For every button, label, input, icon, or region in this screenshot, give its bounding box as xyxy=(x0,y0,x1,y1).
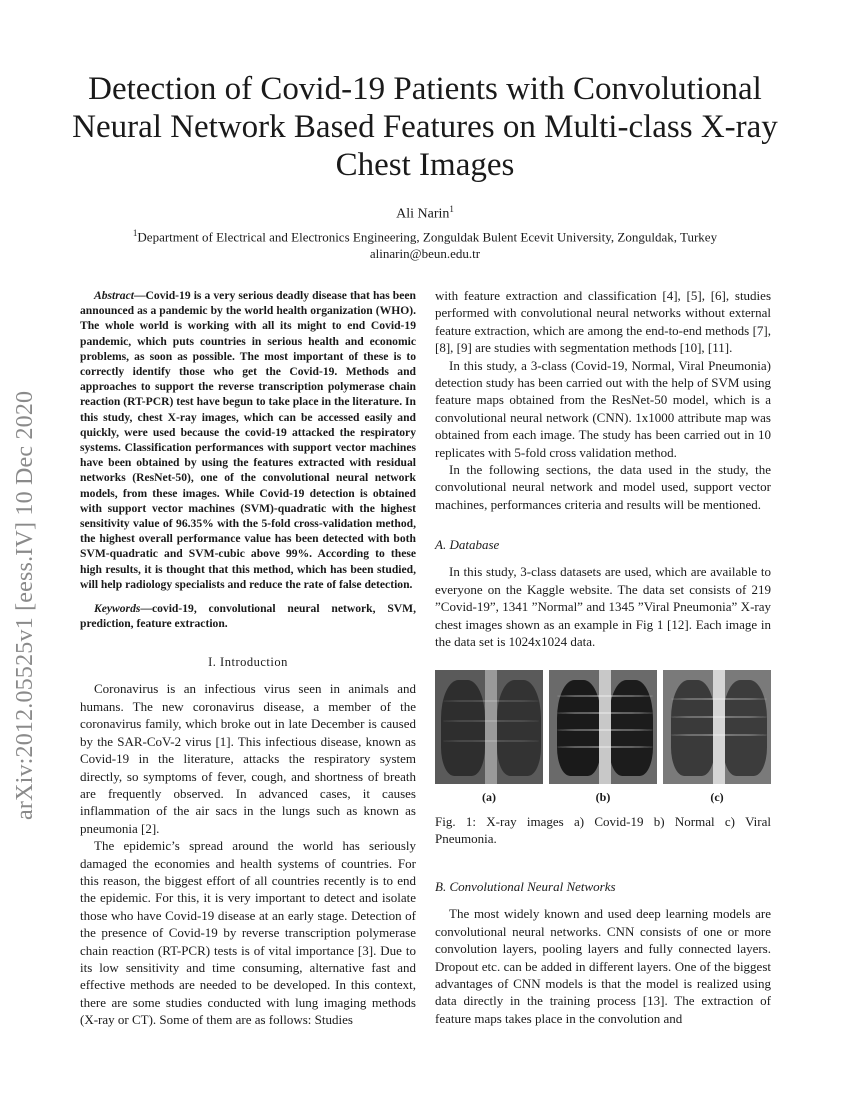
panel-label-b: (b) xyxy=(595,790,611,805)
keywords xyxy=(80,601,416,631)
figure-caption: Fig. 1: X-ray images a) Covid-19 b) Normal c) Viral Pneumonia. xyxy=(435,814,771,847)
author-line xyxy=(0,204,850,223)
author-name: Ali Narin xyxy=(396,206,450,222)
intro-paragraph-1: Coronavirus is an infectious virus seen in animals and humans. The new coronavirus disease, a member of the coronavirus family, which broke out in late December is caused by the SAR-CoV-2 virus [1]. This infectious disease, known as Covid-19 in the literature, attacks the respiratory system directly, so symptoms of fever, cough, and shortness of breath are frequently observed. In advanced cases, it causes inflammation of the air sacs in the lungs such as known as pneumonia [2]. xyxy=(80,681,416,836)
affiliation-superscript: 1 xyxy=(132,228,138,238)
abstract-text: —Covid-19 is a very serious deadly disease that has been announced as a pandemic by the world health organization (WHO). The whole world is working with all its might to end Covid-19 pandemic, which puts countries in serious health and economic problems, as soon as possible. The most important of these is to correctly identify those who get the Covid-19. Methods and approaches to support the reverse transcription polymerase chain reaction (RT-PCR) test have begun to take place in the literature. In this study, chest X-ray images, which can be accessed easily and quickly, were used because the covid-19 attacked the respiratory systems. Classification performances with support vector machines have been obtained by using the features extracted with residual networks (ResNet-50), one of the convolutional neural network models, from these images. While Covid-19 detection is obtained with support vector machines (SVM)-quadratic with the highest sensitivity value of 96.35% with the 5-fold cross-validation method, the highest overall performance value has been detected with both SVM-quadratic and SVM-cubic above 99%. According to these high results, it is thought that this method, which has been studied, will help radiology specialists and reduce the rate of false detection. xyxy=(80,289,416,591)
right-column xyxy=(435,287,771,1027)
author-email: alinarin@beun.edu.tr xyxy=(369,246,481,262)
abstract xyxy=(80,288,416,592)
panel-label-a: (a) xyxy=(482,790,496,805)
figure-1 xyxy=(435,670,771,784)
keywords-text: —covid-19, convolutional neural network, SVM, prediction, feature extraction. xyxy=(80,602,416,631)
right-paragraph-3: In the following sections, the data used in the study, the convolutional neural network and model used, support vector machines, performances criteria and results will be mentioned. xyxy=(435,462,771,512)
paper-title: Detection of Covid-19 Patients with Convolutional Neural Network Based Features on Multi-class X-ray Chest Images xyxy=(72,71,778,183)
arxiv-stamp: arXiv:2012.05525v1 [eess.IV] 10 Dec 2020 xyxy=(12,390,38,820)
figure-panel-labels xyxy=(435,790,771,805)
subsection-heading-cnn: B. Convolutional Neural Networks xyxy=(435,879,616,895)
affiliation-text: Department of Electrical and Electronics Engineering, Zonguldak Bulent Ecevit University, Zonguldak, Turkey xyxy=(137,229,718,245)
xray-image-covid xyxy=(435,670,543,784)
cnn-paragraph: The most widely known and used deep learning models are convolutional neural networks. CNN consists of one or more convolution layers, pooling layers and fully connected layers. Dropout etc. can be added in different layers. One of the biggest advantages of CNN models is that the model is realized using data directly in the training process [13]. The extraction of feature maps takes place in the convolution and xyxy=(435,906,771,1026)
abstract-label: Abstract xyxy=(94,289,134,302)
right-paragraph-1: with feature extraction and classification [4], [5], [6], studies performed with convolutional neural networks without external feature extraction, which are among the end-to-end methods [7], [8], [9] are studies with segmentation methods [10], [11]. xyxy=(435,288,771,356)
section-heading-introduction: I. Introduction xyxy=(208,655,288,670)
affiliation-block xyxy=(0,225,850,262)
subsection-heading-database: A. Database xyxy=(435,537,500,553)
panel-label-c: (c) xyxy=(710,790,724,805)
left-column xyxy=(80,288,416,1029)
affiliation-line xyxy=(0,225,850,245)
database-paragraph: In this study, 3-class datasets are used, which are available to everyone on the Kaggle website. The data set consists of 219 ”Covid-19”, 1341 ”Normal” and 1345 ”Viral Pneumonia” X-ray chest images shown as an example in Fig 1 [12]. Each image in the data set is 1024x1024 data. xyxy=(435,564,771,649)
author-superscript: 1 xyxy=(449,204,454,214)
intro-paragraph-2: The epidemic’s spread around the world has seriously damaged the economies and health systems of countries. For this reason, the biggest effort of all countries recently is to end the epidemic. For this, it is very important to detect and isolate those who have Covid-19 disease at an early stage. Detection of the presence of Covid-19 by reverse transcription polymerase chain reaction (RT-PCR) tests is of vital importance [3]. Due to its low sensitivity and time consuming, alternative fast and effective methods are needed to be developed. In this context, there are some studies conducted with lung imaging methods (X-ray or CT). Some of them are as follows: Studies xyxy=(80,838,416,1028)
xray-image-normal xyxy=(549,670,657,784)
xray-image-viral-pneumonia xyxy=(663,670,771,784)
keywords-label: Keywords xyxy=(94,602,141,616)
right-paragraph-2: In this study, a 3-class (Covid-19, Normal, Viral Pneumonia) detection study has been carried out with the help of SVM using feature maps obtained from the ResNet-50 model, which is a convolutional neural network (CNN). 1x1000 attribute map was obtained from each image. The study has been carried out in 10 replicates with 5-fold cross validation method. xyxy=(435,357,771,460)
